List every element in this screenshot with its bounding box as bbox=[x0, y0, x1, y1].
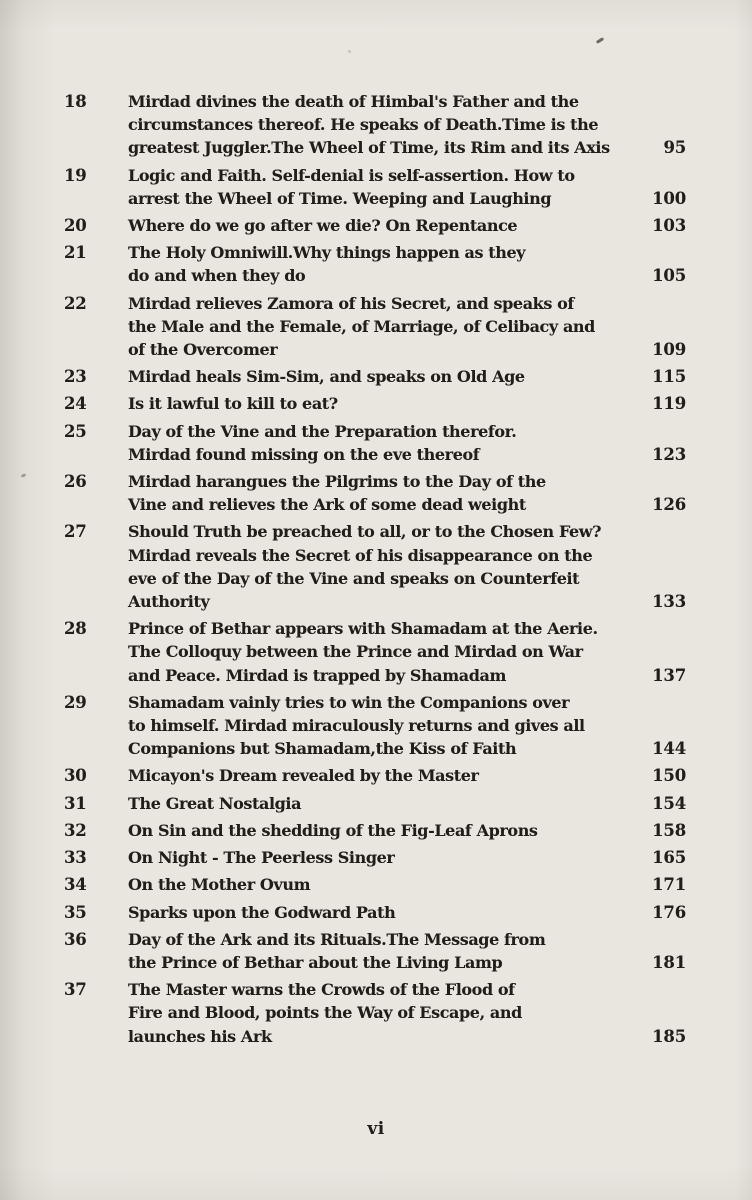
chapter-number: 32 bbox=[64, 820, 87, 840]
entry-title bbox=[128, 214, 596, 237]
entry-title-line: The Holy Omniwill.Why things happen as they bbox=[128, 243, 526, 263]
entry-title bbox=[128, 392, 596, 415]
entry-page-number: 158 bbox=[652, 820, 686, 840]
toc-entry bbox=[64, 392, 686, 415]
toc-entry bbox=[64, 365, 686, 388]
chapter-number: 23 bbox=[64, 367, 87, 387]
chapter-number: 25 bbox=[64, 421, 87, 441]
entry-title-line: Companions but Shamadam,the Kiss of Faith bbox=[128, 739, 517, 759]
entry-title-line: eve of the Day of the Vine and speaks on Counterfeit bbox=[128, 568, 580, 588]
chapter-number: 21 bbox=[64, 243, 87, 263]
entry-title-line: the Prince of Bethar about the Living Lamp bbox=[128, 952, 503, 972]
entry-title-line: Day of the Vine and the Preparation therefor. bbox=[128, 421, 517, 441]
toc-entry bbox=[64, 819, 686, 842]
toc-entry bbox=[64, 691, 686, 761]
entry-title bbox=[128, 420, 596, 466]
entry-page-number: 115 bbox=[652, 367, 686, 387]
entry-page-number: 133 bbox=[652, 592, 686, 612]
entry-page-number: 137 bbox=[652, 665, 686, 685]
entry-page-number: 154 bbox=[652, 793, 686, 813]
chapter-number: 26 bbox=[64, 472, 87, 492]
chapter-number: 20 bbox=[64, 216, 87, 236]
toc-entry bbox=[64, 978, 686, 1048]
chapter-number: 24 bbox=[64, 394, 87, 414]
entry-title-line: launches his Ark bbox=[128, 1026, 272, 1046]
entry-page-number: 119 bbox=[652, 394, 686, 414]
entry-title bbox=[128, 365, 596, 388]
entry-title bbox=[128, 978, 596, 1048]
entry-title-line: and Peace. Mirdad is trapped by Shamadam bbox=[128, 665, 507, 685]
toc-entry bbox=[64, 214, 686, 237]
entry-page-number: 95 bbox=[663, 138, 686, 158]
entry-title-line: On the Mother Ovum bbox=[128, 875, 311, 895]
entry-page-number: 103 bbox=[652, 216, 686, 236]
entry-page-number: 185 bbox=[652, 1026, 686, 1046]
toc-entry bbox=[64, 873, 686, 896]
entry-title-line: circumstances thereof. He speaks of Death.Time is the bbox=[128, 115, 599, 135]
entry-title-line: Vine and relieves the Ark of some dead weight bbox=[128, 495, 526, 515]
entry-title-line: Sparks upon the Godward Path bbox=[128, 902, 396, 922]
entry-title bbox=[128, 90, 610, 160]
entry-title-line: Prince of Bethar appears with Shamadam at the Aerie. bbox=[128, 619, 598, 639]
entry-title-line: On Night - The Peerless Singer bbox=[128, 848, 395, 868]
entry-title-line: do and when they do bbox=[128, 266, 306, 286]
entry-title bbox=[128, 164, 596, 210]
chapter-number: 27 bbox=[64, 522, 87, 542]
entry-title-line: arrest the Wheel of Time. Weeping and Laughing bbox=[128, 188, 552, 208]
entry-title-line: Micayon's Dream revealed by the Master bbox=[128, 766, 479, 786]
toc-entry bbox=[64, 928, 686, 974]
entry-page-number: 144 bbox=[652, 739, 686, 759]
toc-entry bbox=[64, 292, 686, 362]
toc-entry bbox=[64, 520, 686, 613]
entry-title-line: On Sin and the shedding of the Fig-Leaf Aprons bbox=[128, 820, 538, 840]
entry-title-line: Mirdad relieves Zamora of his Secret, and speaks of bbox=[128, 293, 574, 313]
table-of-contents bbox=[64, 90, 686, 1052]
toc-entry bbox=[64, 241, 686, 287]
chapter-number: 22 bbox=[64, 293, 87, 313]
entry-title-line: Mirdad divines the death of Himbal's Father and the bbox=[128, 92, 579, 111]
entry-title bbox=[128, 764, 596, 787]
entry-title bbox=[128, 901, 596, 924]
entry-title-line: Mirdad found missing on the eve thereof bbox=[128, 444, 480, 464]
scan-speck bbox=[21, 473, 27, 478]
entry-title-line: Mirdad reveals the Secret of his disappearance on the bbox=[128, 545, 593, 565]
entry-title bbox=[128, 928, 596, 974]
scan-speck bbox=[348, 50, 351, 53]
entry-title-line: Fire and Blood, points the Way of Escape, and bbox=[128, 1003, 522, 1023]
toc-entry bbox=[64, 901, 686, 924]
entry-title-line: The Colloquy between the Prince and Mirdad on War bbox=[128, 642, 583, 662]
entry-title bbox=[128, 241, 596, 287]
entry-title bbox=[128, 691, 596, 761]
entry-title-line: greatest Juggler.The Wheel of Time, its Rim and its Axis bbox=[128, 138, 610, 158]
entry-page-number: 181 bbox=[652, 952, 686, 972]
entry-title-line: Logic and Faith. Self-denial is self-assertion. How to bbox=[128, 165, 575, 185]
entry-title bbox=[128, 292, 596, 362]
entry-page-number: 176 bbox=[652, 902, 686, 922]
entry-title bbox=[128, 846, 596, 869]
entry-title bbox=[128, 819, 596, 842]
chapter-number: 31 bbox=[64, 793, 87, 813]
toc-entry bbox=[64, 617, 686, 687]
toc-entry bbox=[64, 846, 686, 869]
entry-title-line: Mirdad heals Sim-Sim, and speaks on Old Age bbox=[128, 367, 525, 387]
toc-entry bbox=[64, 90, 686, 160]
chapter-number: 28 bbox=[64, 619, 87, 639]
entry-title-line: the Male and the Female, of Marriage, of Celibacy and bbox=[128, 316, 595, 336]
toc-entry bbox=[64, 792, 686, 815]
entry-page-number: 100 bbox=[652, 188, 686, 208]
entry-title bbox=[128, 470, 596, 516]
entry-page-number: 105 bbox=[652, 266, 686, 286]
pen-mark bbox=[596, 37, 604, 44]
entry-title bbox=[128, 520, 602, 613]
toc-entry bbox=[64, 420, 686, 466]
chapter-number: 35 bbox=[64, 902, 87, 922]
chapter-number: 29 bbox=[64, 692, 87, 712]
entry-title-line: Should Truth be preached to all, or to the Chosen Few? bbox=[128, 522, 602, 542]
entry-title-line: Is it lawful to kill to eat? bbox=[128, 394, 338, 414]
folio-page-number: vi bbox=[367, 1119, 385, 1139]
entry-page-number: 171 bbox=[652, 875, 686, 895]
entry-page-number: 150 bbox=[652, 766, 686, 786]
toc-entry bbox=[64, 470, 686, 516]
entry-title-line: Authority bbox=[128, 592, 210, 612]
entry-title bbox=[128, 792, 596, 815]
chapter-number: 19 bbox=[64, 165, 87, 185]
chapter-number: 37 bbox=[64, 980, 87, 1000]
chapter-number: 18 bbox=[64, 92, 87, 111]
entry-title-line: of the Overcomer bbox=[128, 340, 278, 360]
entry-page-number: 123 bbox=[652, 444, 686, 464]
chapter-number: 33 bbox=[64, 848, 87, 868]
entry-title bbox=[128, 617, 596, 687]
entry-page-number: 109 bbox=[652, 340, 686, 360]
entry-title-line: Day of the Ark and its Rituals.The Message from bbox=[128, 929, 546, 949]
entry-title-line: Where do we go after we die? On Repentance bbox=[128, 216, 518, 236]
entry-title-line: Mirdad harangues the Pilgrims to the Day of the bbox=[128, 472, 546, 492]
entry-title-line: The Master warns the Crowds of the Flood of bbox=[128, 980, 515, 1000]
entry-page-number: 126 bbox=[652, 495, 686, 515]
entry-title-line: to himself. Mirdad miraculously returns and gives all bbox=[128, 716, 585, 736]
entry-page-number: 165 bbox=[652, 848, 686, 868]
entry-title-line: Shamadam vainly tries to win the Companions over bbox=[128, 692, 570, 712]
chapter-number: 36 bbox=[64, 929, 87, 949]
entry-title-line: The Great Nostalgia bbox=[128, 793, 302, 813]
entry-title bbox=[128, 873, 596, 896]
toc-entry bbox=[64, 764, 686, 787]
chapter-number: 34 bbox=[64, 875, 87, 895]
chapter-number: 30 bbox=[64, 766, 87, 786]
toc-entry bbox=[64, 164, 686, 210]
